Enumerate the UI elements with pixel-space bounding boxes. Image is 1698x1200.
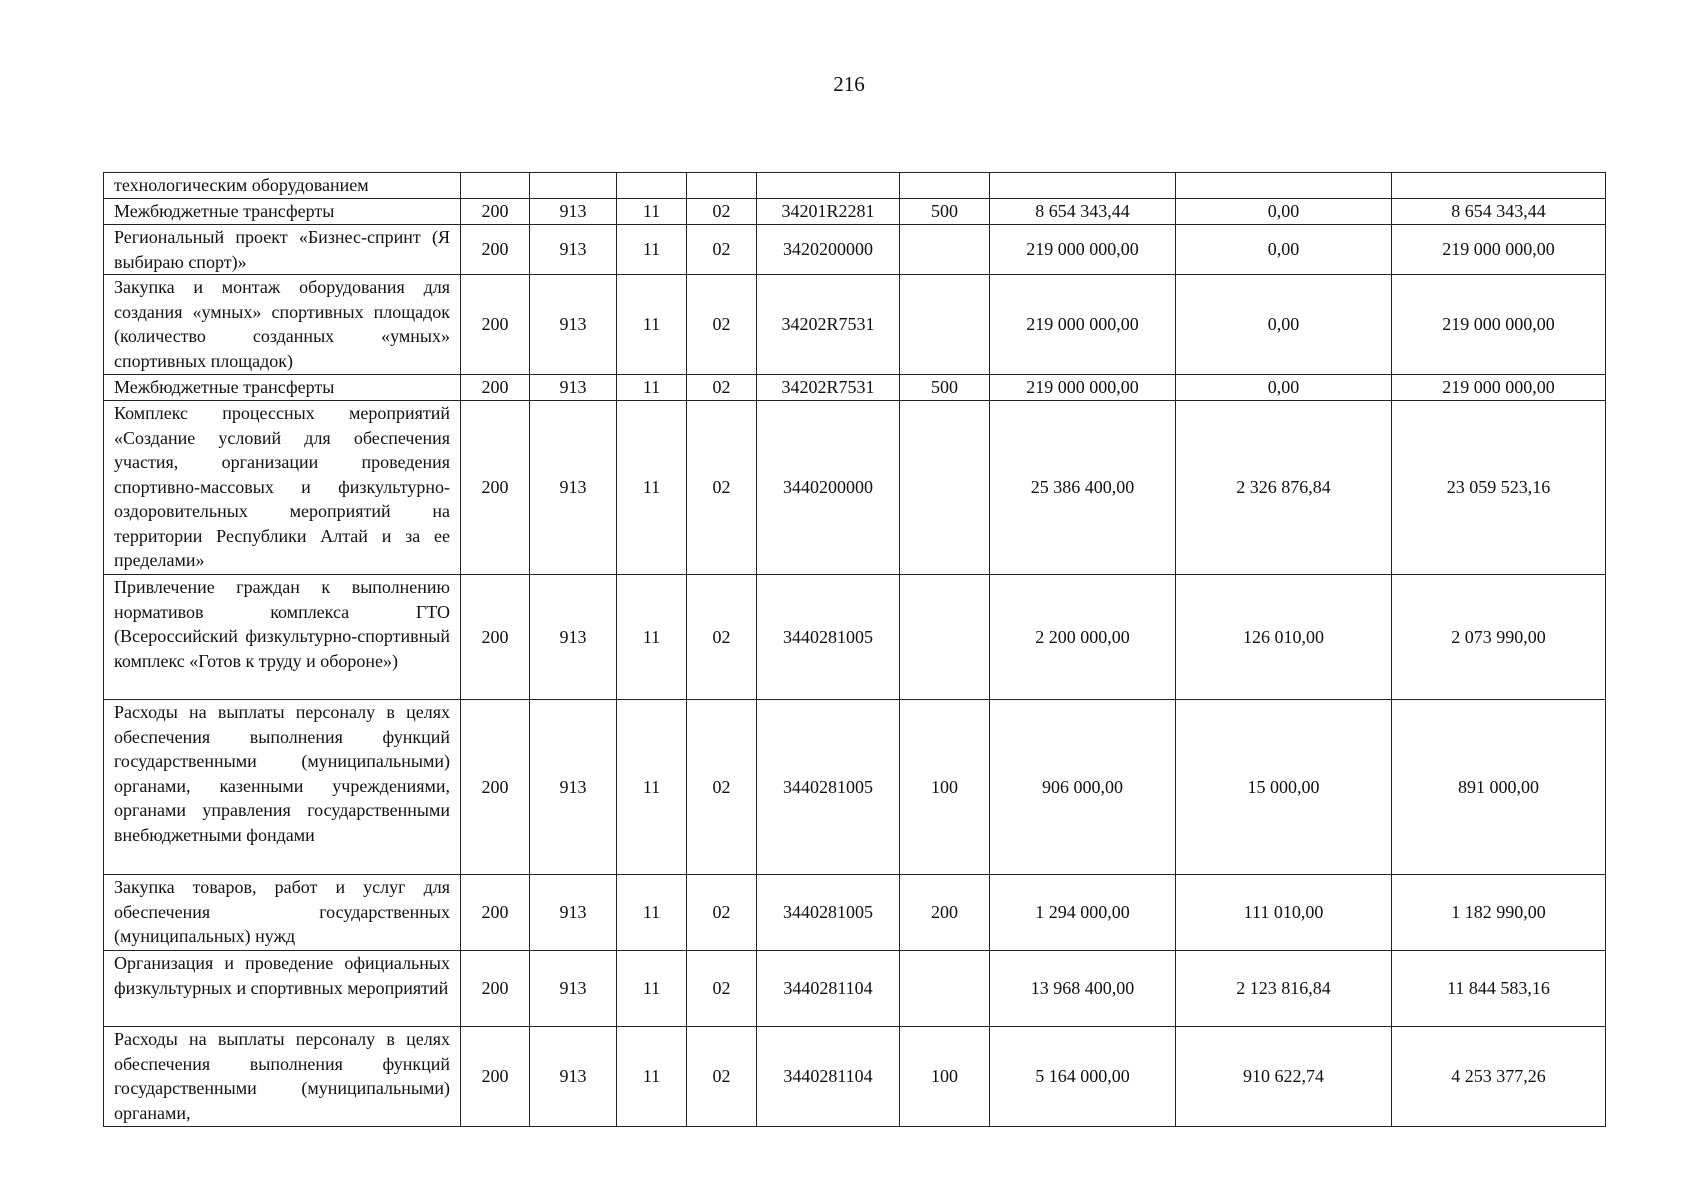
amount-planned-cell: 13 968 400,00 [990, 951, 1176, 1027]
amount-change-cell: 2 326 876,84 [1176, 401, 1392, 575]
section-code-cell: 11 [617, 875, 687, 951]
expense-type-cell: 100 [900, 700, 990, 875]
amount-planned-cell: 2 200 000,00 [990, 575, 1176, 700]
amount-total-cell: 8 654 343,44 [1392, 199, 1606, 225]
expense-name-cell: Межбюджетные трансферты [104, 199, 461, 225]
amount-planned-cell [990, 173, 1176, 199]
expense-name-cell: Организация и проведение официальных физкультурных и спортивных мероприятий [104, 951, 461, 1027]
subsection-code-cell: 02 [687, 1027, 757, 1127]
table-row [104, 199, 1606, 225]
table-row [104, 875, 1606, 951]
expense-name-cell: Расходы на выплаты персоналу в целях обеспечения выполнения функций государственными (муниципальными) органами, [104, 1027, 461, 1127]
amount-change-cell: 0,00 [1176, 225, 1392, 275]
target-article-cell: 34202R7531 [757, 375, 900, 401]
program-code-cell: 200 [461, 1027, 530, 1127]
amount-change-cell: 111 010,00 [1176, 875, 1392, 951]
table-row [104, 401, 1606, 575]
amount-change-cell: 126 010,00 [1176, 575, 1392, 700]
section-code-cell [617, 173, 687, 199]
expense-type-cell [900, 225, 990, 275]
expense-type-cell [900, 275, 990, 375]
amount-total-cell: 219 000 000,00 [1392, 275, 1606, 375]
amount-change-cell: 910 622,74 [1176, 1027, 1392, 1127]
table-row [104, 575, 1606, 700]
program-code-cell: 200 [461, 700, 530, 875]
subsection-code-cell: 02 [687, 951, 757, 1027]
program-code-cell: 200 [461, 875, 530, 951]
table-row [104, 375, 1606, 401]
amount-planned-cell: 1 294 000,00 [990, 875, 1176, 951]
program-code-cell: 200 [461, 575, 530, 700]
section-code-cell: 11 [617, 275, 687, 375]
amount-planned-cell: 219 000 000,00 [990, 225, 1176, 275]
subsection-code-cell: 02 [687, 375, 757, 401]
ministry-code-cell: 913 [530, 875, 617, 951]
section-code-cell: 11 [617, 401, 687, 575]
amount-total-cell: 219 000 000,00 [1392, 375, 1606, 401]
subsection-code-cell: 02 [687, 275, 757, 375]
ministry-code-cell: 913 [530, 1027, 617, 1127]
section-code-cell: 11 [617, 575, 687, 700]
expense-name-cell: Региональный проект «Бизнес-спринт (Я выбираю спорт)» [104, 225, 461, 275]
expense-type-cell [900, 951, 990, 1027]
amount-total-cell: 1 182 990,00 [1392, 875, 1606, 951]
amount-planned-cell: 5 164 000,00 [990, 1027, 1176, 1127]
budget-table [103, 172, 1606, 1127]
subsection-code-cell: 02 [687, 575, 757, 700]
ministry-code-cell: 913 [530, 375, 617, 401]
ministry-code-cell: 913 [530, 700, 617, 875]
ministry-code-cell: 913 [530, 199, 617, 225]
section-code-cell: 11 [617, 1027, 687, 1127]
amount-change-cell: 15 000,00 [1176, 700, 1392, 875]
expense-type-cell: 500 [900, 199, 990, 225]
table-row [104, 275, 1606, 375]
target-article-cell: 3420200000 [757, 225, 900, 275]
program-code-cell: 200 [461, 225, 530, 275]
target-article-cell: 34201R2281 [757, 199, 900, 225]
expense-name-cell: Межбюджетные трансферты [104, 375, 461, 401]
subsection-code-cell [687, 173, 757, 199]
amount-change-cell: 0,00 [1176, 275, 1392, 375]
expense-name-cell: Комплекс процессных мероприятий «Создание условий для обеспечения участия, организации проведения спортивно-массовых и физкультурно-оздоровительных мероприятий на территории Республики Алтай и за ее пределами» [104, 401, 461, 575]
amount-planned-cell: 219 000 000,00 [990, 275, 1176, 375]
target-article-cell: 3440281104 [757, 951, 900, 1027]
amount-total-cell: 11 844 583,16 [1392, 951, 1606, 1027]
amount-change-cell: 0,00 [1176, 375, 1392, 401]
ministry-code-cell: 913 [530, 225, 617, 275]
target-article-cell: 3440281005 [757, 700, 900, 875]
section-code-cell: 11 [617, 225, 687, 275]
page-number: 216 [833, 72, 865, 96]
expense-name-cell: Расходы на выплаты персоналу в целях обеспечения выполнения функций государственными (муниципальными) органами, казенными учреждениями, органами управления государственными внебюджетными фондами [104, 700, 461, 875]
amount-planned-cell: 25 386 400,00 [990, 401, 1176, 575]
program-code-cell: 200 [461, 375, 530, 401]
subsection-code-cell: 02 [687, 401, 757, 575]
subsection-code-cell: 02 [687, 225, 757, 275]
amount-planned-cell: 906 000,00 [990, 700, 1176, 875]
subsection-code-cell: 02 [687, 199, 757, 225]
target-article-cell: 3440281005 [757, 875, 900, 951]
amount-planned-cell: 8 654 343,44 [990, 199, 1176, 225]
ministry-code-cell: 913 [530, 575, 617, 700]
amount-total-cell: 2 073 990,00 [1392, 575, 1606, 700]
table-row [104, 173, 1606, 199]
amount-total-cell: 219 000 000,00 [1392, 225, 1606, 275]
subsection-code-cell: 02 [687, 700, 757, 875]
expense-type-cell [900, 173, 990, 199]
program-code-cell: 200 [461, 401, 530, 575]
table-row [104, 1027, 1606, 1127]
amount-change-cell: 0,00 [1176, 199, 1392, 225]
amount-total-cell: 4 253 377,26 [1392, 1027, 1606, 1127]
amount-total-cell: 891 000,00 [1392, 700, 1606, 875]
expense-name-cell: Привлечение граждан к выполнению нормативов комплекса ГТО (Всероссийский физкультурно-спортивный комплекс «Готов к труду и обороне») [104, 575, 461, 700]
subsection-code-cell: 02 [687, 875, 757, 951]
expense-type-cell [900, 575, 990, 700]
table-row [104, 951, 1606, 1027]
amount-change-cell [1176, 173, 1392, 199]
target-article-cell: 3440281005 [757, 575, 900, 700]
section-code-cell: 11 [617, 951, 687, 1027]
table-row [104, 700, 1606, 875]
section-code-cell: 11 [617, 700, 687, 875]
expense-name-cell: Закупка и монтаж оборудования для создания «умных» спортивных площадок (количество созданных «умных» спортивных площадок) [104, 275, 461, 375]
target-article-cell: 3440281104 [757, 1027, 900, 1127]
ministry-code-cell [530, 173, 617, 199]
amount-total-cell [1392, 173, 1606, 199]
program-code-cell: 200 [461, 275, 530, 375]
budget-table-body [104, 173, 1606, 1127]
ministry-code-cell: 913 [530, 401, 617, 575]
program-code-cell [461, 173, 530, 199]
amount-planned-cell: 219 000 000,00 [990, 375, 1176, 401]
expense-type-cell [900, 401, 990, 575]
target-article-cell: 34202R7531 [757, 275, 900, 375]
expense-name-cell: Закупка товаров, работ и услуг для обеспечения государственных (муниципальных) нужд [104, 875, 461, 951]
amount-change-cell: 2 123 816,84 [1176, 951, 1392, 1027]
section-code-cell: 11 [617, 199, 687, 225]
expense-type-cell: 500 [900, 375, 990, 401]
expense-type-cell: 100 [900, 1027, 990, 1127]
section-code-cell: 11 [617, 375, 687, 401]
amount-total-cell: 23 059 523,16 [1392, 401, 1606, 575]
target-article-cell [757, 173, 900, 199]
program-code-cell: 200 [461, 951, 530, 1027]
ministry-code-cell: 913 [530, 951, 617, 1027]
expense-type-cell: 200 [900, 875, 990, 951]
ministry-code-cell: 913 [530, 275, 617, 375]
expense-name-cell: технологическим оборудованием [104, 173, 461, 199]
table-row [104, 225, 1606, 275]
target-article-cell: 3440200000 [757, 401, 900, 575]
program-code-cell: 200 [461, 199, 530, 225]
